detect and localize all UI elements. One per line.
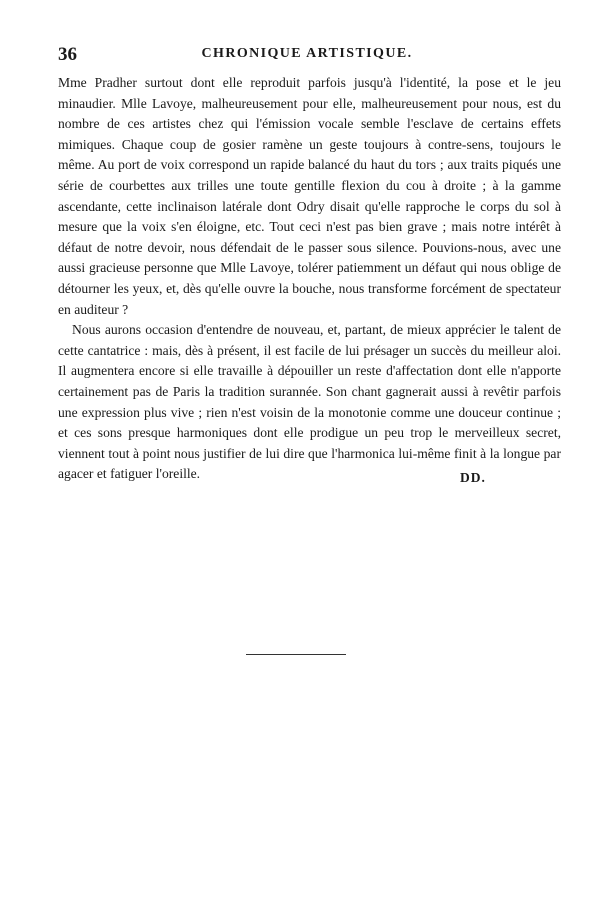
page-number: 36 [58,44,77,65]
paragraph-1: Mme Pradher surtout dont elle reproduit parfois jusqu'à l'identité, la pose et le jeu minaudier. Mlle Lavoye, malheureusement pour elle, malheureusement pour nous, est du nombre de ces artistes chez qui l'émission vocale semble l'esclave de certains effets mimiques. Chaque coup de gosier ramène un geste toujours à contre-sens, toujours le même. Au port de voix correspond un rapide balancé du haut du tors ; aux traits piqués une série de courbettes aux trilles une toute gentille flexion du cou à droite ; à la gamme ascendante, cette inclinaison latérale dont Odry disait qu'elle rapproche le corps du sol à mesure que la voix s'en éloigne, etc. Tout ceci n'est pas bien grave ; mais notre intérêt à défaut de notre devoir, nous défendait de le passer sous silence. Pouvions-nous, avec une aussi gracieuse personne que Mlle Lavoye, tolérer patiemment un défaut qui nous oblige de détourner les yeux, et, dès qu'elle ouvre la bouche, nous transforme forcément de spectateur en auditeur ? [58,75,561,317]
author-signature: DD. [460,470,486,485]
paragraph-2: Nous aurons occasion d'entendre de nouveau, et, partant, de mieux apprécier le talent de cette cantatrice : mais, dès à présent, il est facile de lui présager un succès du meilleur aloi. Il augmentera encore si elle travaille à dépouiller un reste d'affectation dont elle n'apporte certainement pas de Paris la tradition surannée. Son chant gagnerait aussi à revêtir parfois une expression plus vive ; rien n'est voisin de la monotonie comme une douceur continue ; et ces sons presque harmoniques dont elle prodigue un peu trop le merveilleux secret, viennent tout à point nous justifier de lui dire que l'harmonica lui-même finit à la longue par agacer et fatiguer l'oreille. [58,322,561,482]
running-title: CHRONIQUE ARTISTIQUE. [201,46,413,61]
page-header [52,44,562,68]
section-divider [246,654,346,655]
article-body [58,73,561,485]
